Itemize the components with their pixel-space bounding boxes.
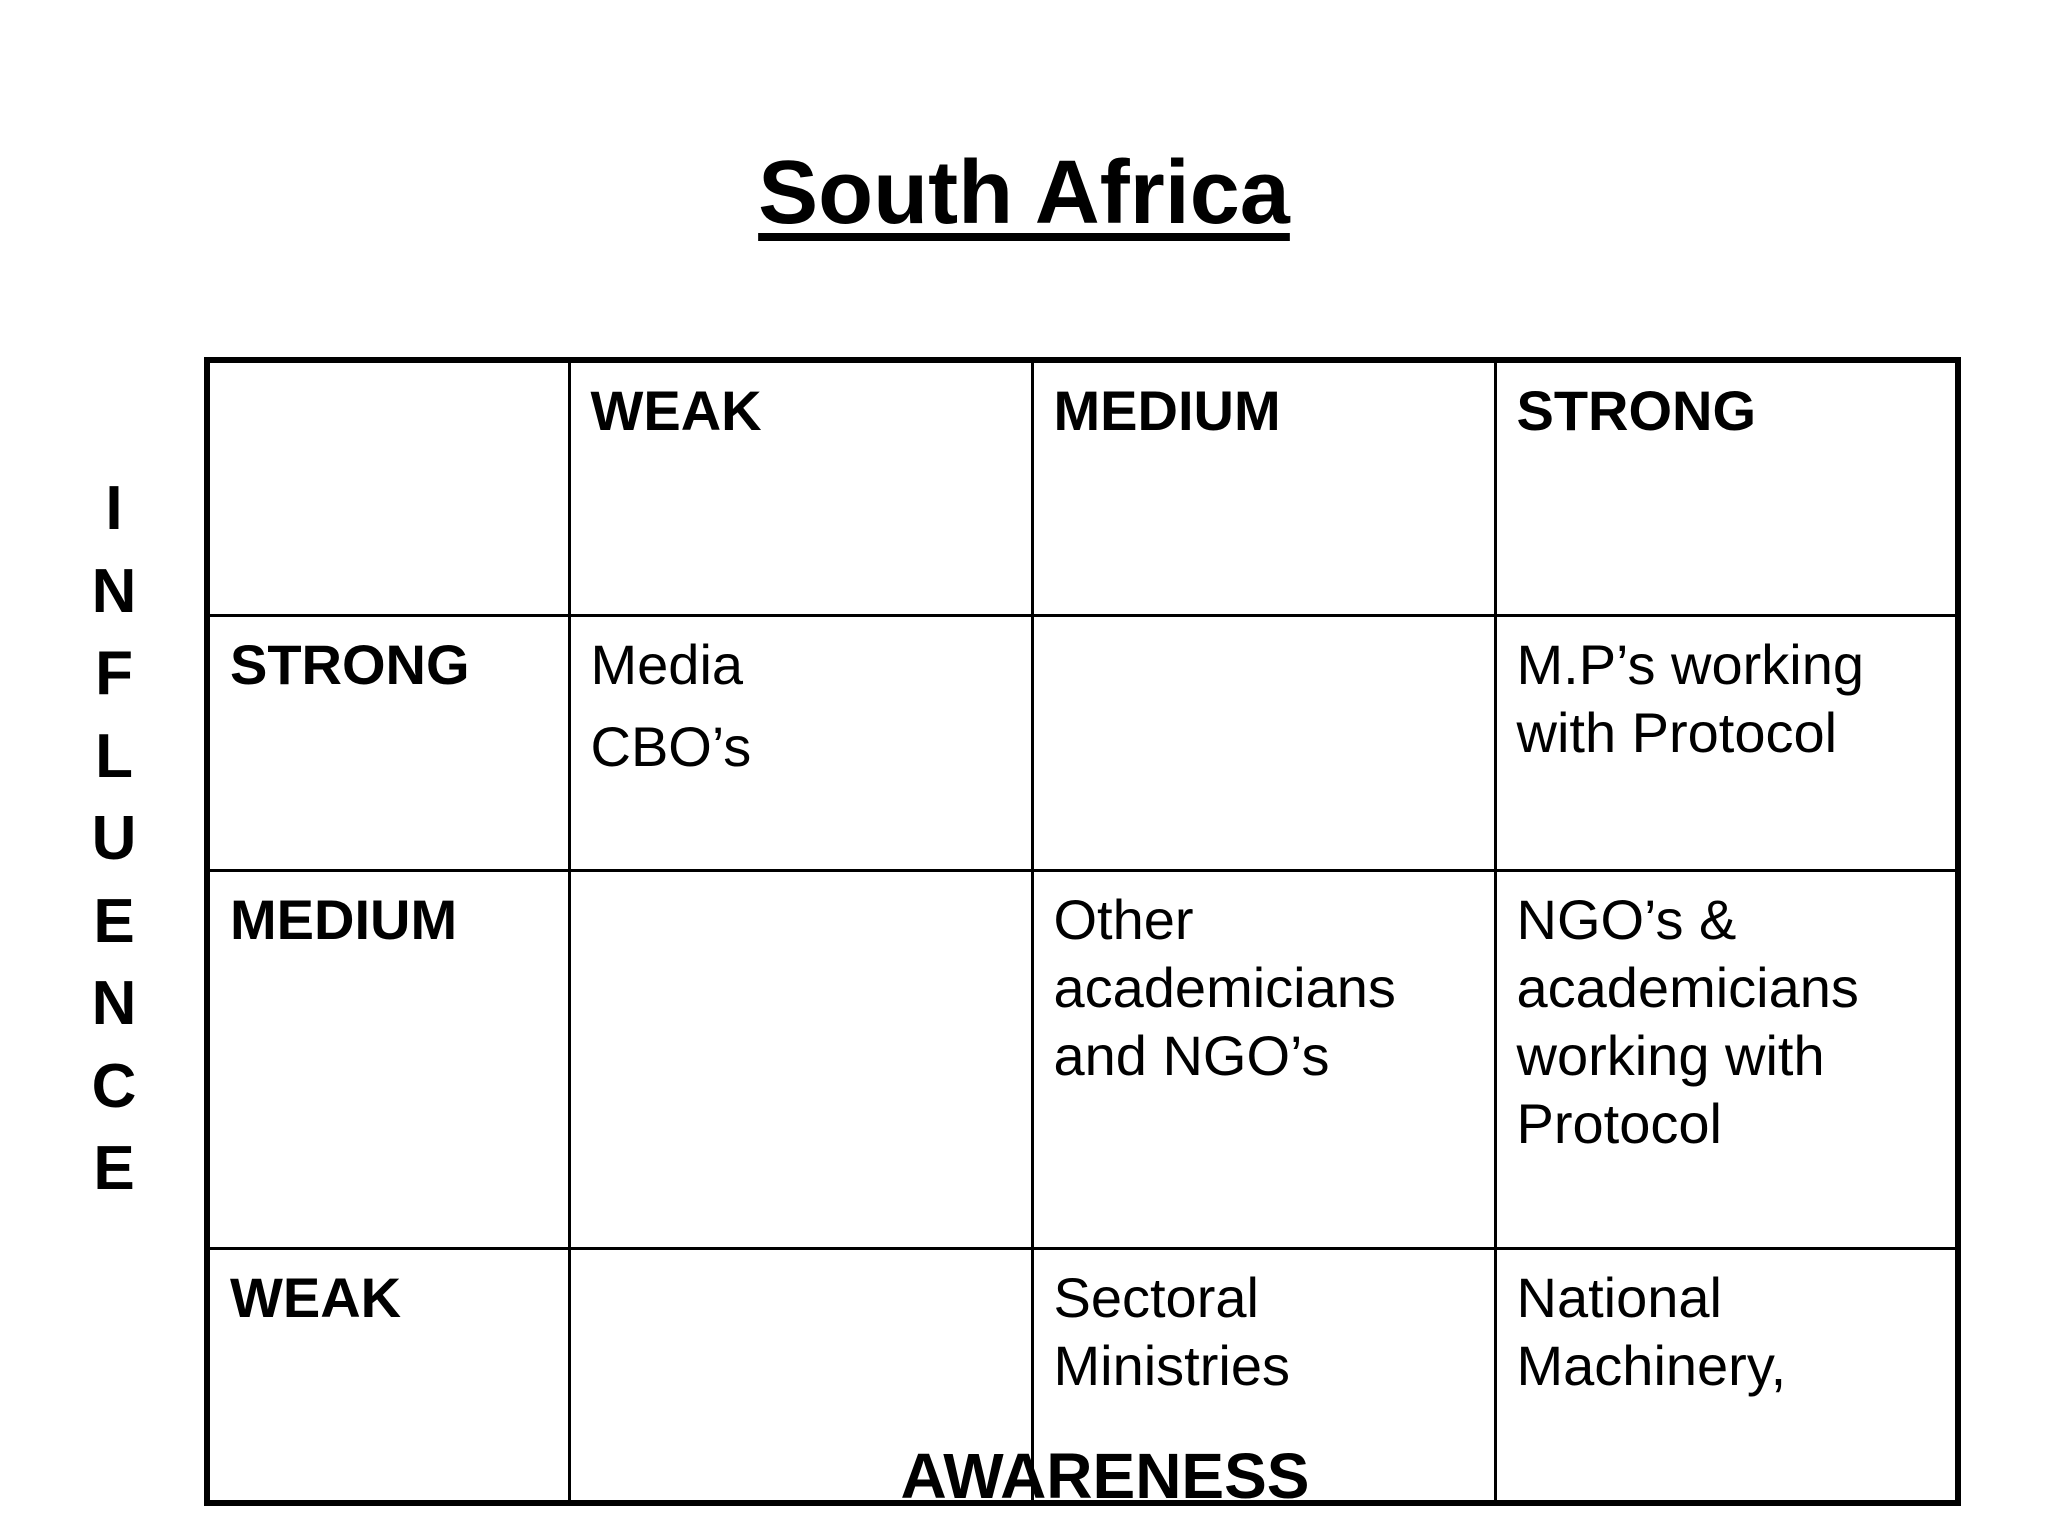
cell-entry: Media xyxy=(590,632,744,696)
row-header-strong: STRONG xyxy=(207,615,569,870)
column-header-weak: WEAK xyxy=(569,360,1032,615)
table-cell xyxy=(569,870,1032,1248)
influence-letter: C xyxy=(91,1051,137,1121)
cell-entry: CBO’s xyxy=(590,714,752,778)
influence-letter: L xyxy=(95,721,133,791)
cell-entry: M.P’s working with Protocol xyxy=(1516,632,1865,764)
column-header-strong: STRONG xyxy=(1495,360,1958,615)
table-cell xyxy=(1495,870,1958,1248)
corner-cell xyxy=(207,360,569,615)
cell-entry: National Machinery, xyxy=(1516,1265,1787,1397)
cell-entry: Other academicians and NGO’s xyxy=(1053,887,1396,1087)
cell-entry: NGO’s & academicians working with Protocol xyxy=(1516,887,1859,1155)
table-row-strong xyxy=(207,615,1958,870)
slide-title-text: South Africa xyxy=(758,143,1290,243)
influence-letter: N xyxy=(91,556,137,626)
column-header-medium: MEDIUM xyxy=(1032,360,1495,615)
influence-awareness-matrix xyxy=(204,357,1961,1506)
influence-letter: I xyxy=(105,474,123,543)
influence-axis-label xyxy=(86,468,142,1211)
influence-letter: F xyxy=(95,639,133,708)
table-cell xyxy=(1495,615,1958,870)
table-cell xyxy=(569,615,1032,870)
influence-letter: E xyxy=(93,886,135,956)
slide-title xyxy=(0,138,2048,248)
table-header-row xyxy=(207,360,1958,615)
table-cell xyxy=(1032,870,1495,1248)
table-row-medium xyxy=(207,870,1958,1248)
table-cell xyxy=(1032,615,1495,870)
influence-letter: E xyxy=(93,1134,135,1203)
cell-entry: Sectoral Ministries xyxy=(1053,1265,1290,1397)
influence-letter: N xyxy=(91,969,137,1038)
influence-letter: U xyxy=(91,804,137,873)
awareness-axis-label: AWARENESS xyxy=(900,1440,1310,1512)
row-header-medium: MEDIUM xyxy=(207,870,569,1248)
row-header-weak: WEAK xyxy=(207,1248,569,1503)
